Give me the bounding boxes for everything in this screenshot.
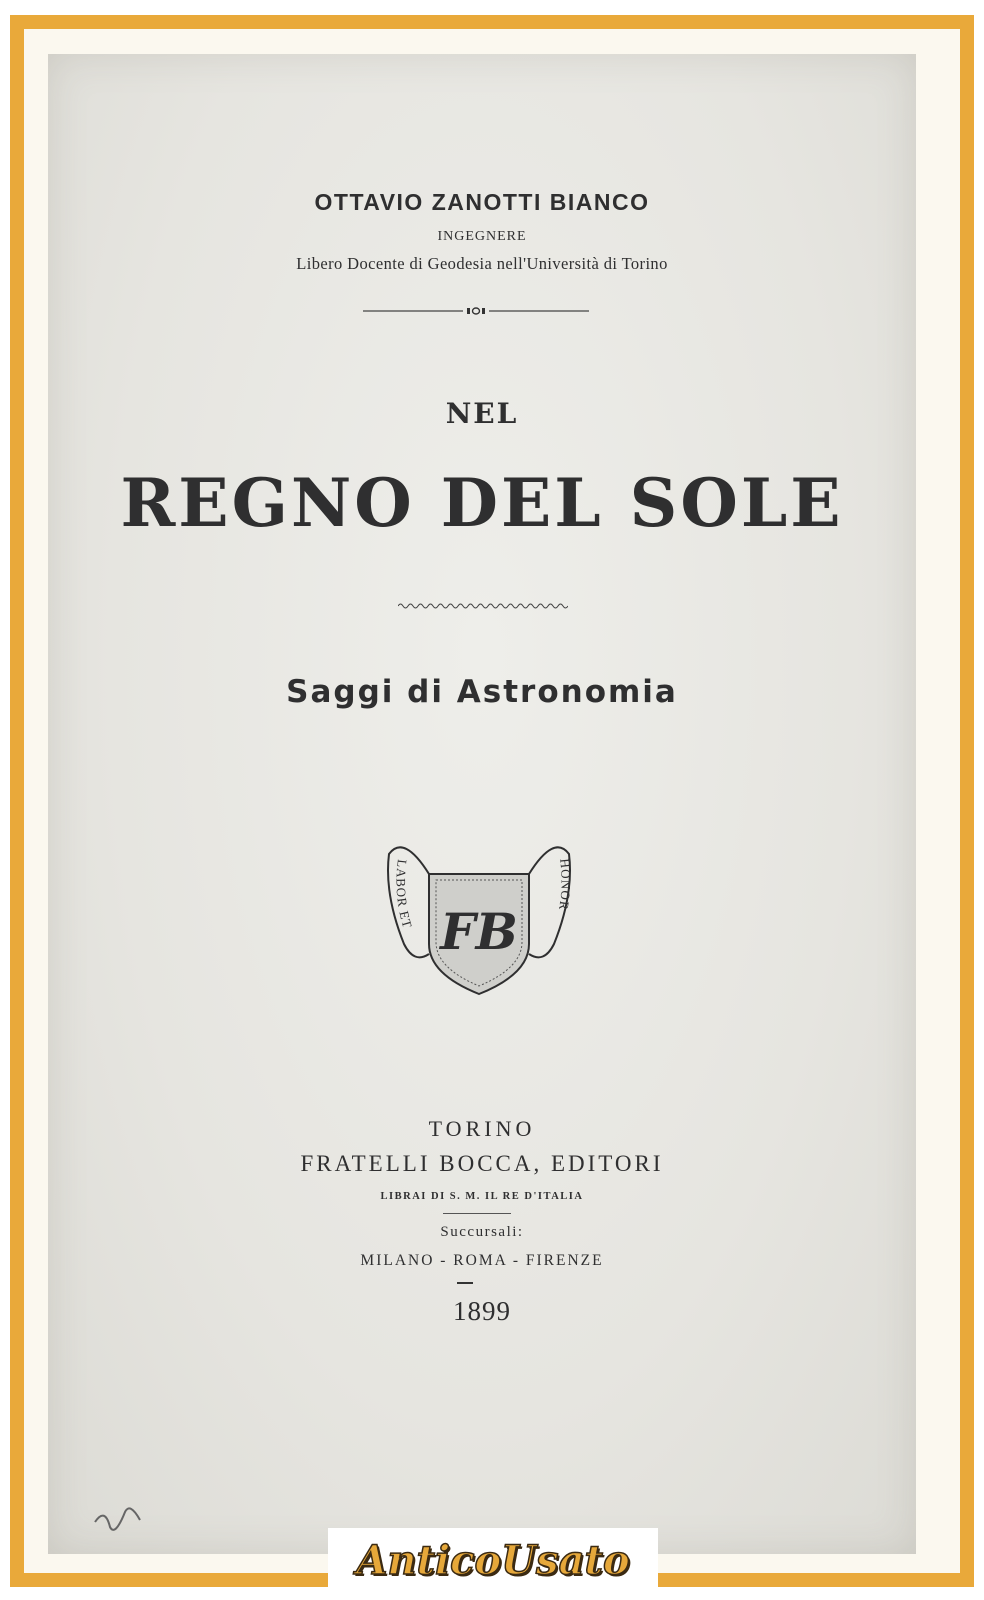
title-page xyxy=(48,54,916,1554)
publication-year: 1899 xyxy=(453,1296,511,1326)
book-title: REGNO DEL SOLE xyxy=(120,464,844,542)
book-subtitle: Saggi di Astronomia xyxy=(286,674,678,710)
pencil-mark xyxy=(90,1502,150,1542)
publisher-emblem xyxy=(384,834,574,999)
publisher-purveyor: LIBRAI DI S. M. IL RE D'ITALIA xyxy=(380,1191,584,1202)
publication-city: TORINO xyxy=(428,1116,536,1141)
svg-text:HONOR xyxy=(556,858,574,912)
author-profession: INGEGNERE xyxy=(437,229,527,244)
wavy-rule xyxy=(398,602,568,610)
branches-label: Succursali: xyxy=(440,1224,524,1240)
ornamental-rule xyxy=(363,306,589,316)
watermark-text: AnticoUsato xyxy=(356,1536,630,1584)
svg-text:LABOR ET xyxy=(393,859,415,931)
emblem-monogram: FB xyxy=(440,902,518,961)
motto-left: LABOR ET xyxy=(393,858,416,931)
title-prefix: NEL xyxy=(445,397,519,430)
short-rule xyxy=(443,1213,511,1214)
author-position: Libero Docente di Geodesia nell'Università di Torino xyxy=(296,254,668,273)
publisher-name: FRATELLI BOCCA, EDITORI xyxy=(300,1151,664,1176)
author-name: OTTAVIO ZANOTTI BIANCO xyxy=(314,189,650,215)
watermark-logo xyxy=(328,1528,658,1592)
branch-cities: MILANO - ROMA - FIRENZE xyxy=(360,1252,604,1269)
dash-rule xyxy=(457,1282,473,1284)
motto-right: HONOR xyxy=(556,857,574,912)
